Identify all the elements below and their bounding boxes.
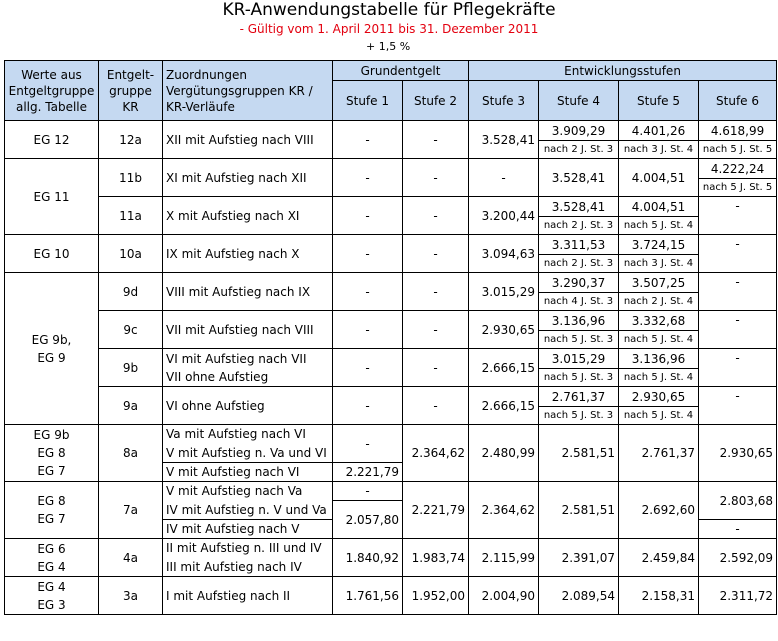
- eg9c-stufe4-note: nach 5 J. St. 3: [539, 331, 619, 349]
- eg9b-kr: 9b: [99, 349, 163, 387]
- eg4a-stufe1: 1.840,92: [333, 539, 403, 577]
- eg9c-stufe1: -: [333, 311, 403, 349]
- eg7a-stufe1-b: 2.057,80: [333, 501, 403, 539]
- header-stufe-2: Stufe 2: [403, 81, 469, 121]
- eg8a-werte-line2: EG 8: [37, 446, 66, 460]
- eg3a-zuordnung: I mit Aufstieg nach II: [163, 577, 333, 615]
- eg11a-stufe5-note: nach 5 J. St. 4: [619, 217, 699, 235]
- eg7a-stufe2: 2.221,79: [403, 482, 469, 539]
- eg9d-stufe4-note: nach 4 J. St. 3: [539, 293, 619, 311]
- eg12-stufe3: 3.528,41: [469, 121, 539, 159]
- eg10-werte: EG 10: [5, 235, 99, 273]
- header-grundentgelt: Grundentgelt: [333, 61, 469, 81]
- eg7a-werte: [5, 482, 99, 539]
- eg8a-stufe4: 2.581,51: [539, 425, 619, 482]
- eg11b-stufe6-note: nach 5 J. St. 5: [699, 179, 777, 197]
- eg9d-stufe1: -: [333, 273, 403, 311]
- eg7a-zuordnung-1: V mit Aufstieg nach Va: [163, 482, 333, 501]
- eg8a-werte-line3: EG 7: [37, 464, 66, 478]
- eg7a-kr: 7a: [99, 482, 163, 539]
- eg11a-kr: 11a: [99, 197, 163, 235]
- eg12-stufe6: 4.618,99: [699, 121, 777, 141]
- eg11b-stufe4: 3.528,41: [539, 159, 619, 197]
- header-stufe-5: Stufe 5: [619, 81, 699, 121]
- header-zuordnungen: Zuordnungen Vergütungsgruppen KR / KR-Verläufe: [163, 61, 333, 121]
- eg9d-stufe2: -: [403, 273, 469, 311]
- eg3a-stufe3: 2.004,90: [469, 577, 539, 615]
- eg10-kr: 10a: [99, 235, 163, 273]
- eg9d-stufe5-note: nach 2 J. St. 4: [619, 293, 699, 311]
- eg4a-stufe2: 1.983,74: [403, 539, 469, 577]
- eg12-stufe6-note: nach 5 J. St. 5: [699, 141, 777, 159]
- eg9c-stufe5-note: nach 5 J. St. 4: [619, 331, 699, 349]
- eg4a-werte-line1: EG 6: [37, 541, 66, 556]
- header-stufe-6: Stufe 6: [699, 81, 777, 121]
- header-werte: Werte aus Entgeltgruppe allg. Tabelle: [5, 61, 99, 121]
- eg4a-kr: 4a: [99, 539, 163, 577]
- eg9d-stufe4: 3.290,37: [539, 273, 619, 293]
- eg7a-zuordnung-2: IV mit Aufstieg n. V und Va: [163, 501, 333, 520]
- eg4a-zuordnung-2: III mit Aufstieg nach IV: [163, 558, 333, 577]
- eg9b-stufe6: -: [699, 349, 777, 387]
- eg9-werte: [5, 273, 99, 425]
- eg9d-stufe6: -: [699, 273, 777, 311]
- eg11b-kr: 11b: [99, 159, 163, 197]
- eg8a-stufe2: 2.364,62: [403, 425, 469, 482]
- eg10-stufe5: 3.724,15: [619, 235, 699, 255]
- eg8a-stufe3: 2.480,99: [469, 425, 539, 482]
- eg11b-stufe2: -: [403, 159, 469, 197]
- eg11b-stufe1: -: [333, 159, 403, 197]
- eg12-zuordnung: XII mit Aufstieg nach VIII: [163, 121, 333, 159]
- eg3a-werte-line2: EG 3: [37, 597, 66, 612]
- eg12-stufe4: 3.909,29: [539, 121, 619, 141]
- eg9b-zuordnung-line1: VI mit Aufstieg nach VII: [166, 351, 307, 366]
- eg9-werte-line1: EG 9b,: [31, 332, 72, 347]
- eg4a-zuordnung-1: II mit Aufstieg n. III und IV: [163, 539, 333, 558]
- eg11a-stufe2: -: [403, 197, 469, 235]
- header-stufe-1: Stufe 1: [333, 81, 403, 121]
- eg9d-zuordnung: VIII mit Aufstieg nach IX: [163, 273, 333, 311]
- eg11a-zuordnung: X mit Aufstieg nach XI: [163, 197, 333, 235]
- increase-note: + 1,5 %: [366, 40, 411, 53]
- eg10-stufe2: -: [403, 235, 469, 273]
- eg11a-stufe4-note: nach 2 J. St. 3: [539, 217, 619, 235]
- eg9c-stufe5: 3.332,68: [619, 311, 699, 331]
- eg7a-stufe4: 2.581,51: [539, 482, 619, 539]
- eg9c-stufe6: -: [699, 311, 777, 349]
- eg12-kr: 12a: [99, 121, 163, 159]
- eg9a-zuordnung: VI ohne Aufstieg: [163, 387, 333, 425]
- eg4a-werte: [5, 539, 99, 577]
- eg8a-werte: [5, 425, 99, 482]
- eg9b-stufe5-note: nach 5 J. St. 4: [619, 369, 699, 387]
- validity-subtitle: - Gültig vom 1. April 2011 bis 31. Dezember 2011: [239, 22, 539, 36]
- eg9b-stufe4-note: nach 5 J. St. 3: [539, 369, 619, 387]
- eg9a-kr: 9a: [99, 387, 163, 425]
- eg10-stufe4-note: nach 2 J. St. 3: [539, 255, 619, 273]
- eg3a-stufe6: 2.311,72: [699, 577, 777, 615]
- eg10-stufe1: -: [333, 235, 403, 273]
- eg7a-zuordnung-3: IV mit Aufstieg nach V: [163, 520, 333, 539]
- eg12-stufe1: -: [333, 121, 403, 159]
- eg8a-stufe5: 2.761,37: [619, 425, 699, 482]
- eg11a-stufe3: 3.200,44: [469, 197, 539, 235]
- eg11b-stufe3: -: [469, 159, 539, 197]
- eg7a-werte-line1: EG 8: [37, 494, 66, 508]
- eg10-stufe3: 3.094,63: [469, 235, 539, 273]
- eg3a-stufe5: 2.158,31: [619, 577, 699, 615]
- eg9a-stufe6: -: [699, 387, 777, 425]
- eg9d-stufe5: 3.507,25: [619, 273, 699, 293]
- eg9-werte-line2: EG 9: [37, 350, 66, 365]
- eg11-werte: EG 11: [5, 159, 99, 235]
- eg4a-stufe6: 2.592,09: [699, 539, 777, 577]
- eg8a-kr: 8a: [99, 425, 163, 482]
- eg9b-stufe5: 3.136,96: [619, 349, 699, 369]
- eg3a-stufe1: 1.761,56: [333, 577, 403, 615]
- eg9b-zuordnung-line2: VII ohne Aufstieg: [166, 369, 269, 384]
- eg9a-stufe3: 2.666,15: [469, 387, 539, 425]
- eg8a-stufe6: 2.930,65: [699, 425, 777, 482]
- eg9a-stufe4-note: nach 5 J. St. 3: [539, 407, 619, 425]
- eg8a-zuordnung-3: V mit Aufstieg nach VI: [163, 463, 333, 482]
- eg11a-stufe5: 4.004,51: [619, 197, 699, 217]
- eg10-stufe6: -: [699, 235, 777, 273]
- eg10-zuordnung: IX mit Aufstieg nach X: [163, 235, 333, 273]
- eg9d-stufe3: 3.015,29: [469, 273, 539, 311]
- eg7a-stufe6-b: -: [699, 520, 777, 539]
- eg8a-zuordnung-2: V mit Aufstieg n. Va und VI: [163, 444, 333, 463]
- eg9b-stufe4: 3.015,29: [539, 349, 619, 369]
- eg9a-stufe1: -: [333, 387, 403, 425]
- eg9b-stufe3: 2.666,15: [469, 349, 539, 387]
- eg12-stufe5-note: nach 3 J. St. 4: [619, 141, 699, 159]
- eg10-stufe5-note: nach 3 J. St. 4: [619, 255, 699, 273]
- eg4a-stufe5: 2.459,84: [619, 539, 699, 577]
- eg3a-stufe4: 2.089,54: [539, 577, 619, 615]
- eg9a-stufe5: 2.930,65: [619, 387, 699, 407]
- eg7a-stufe6-a: 2.803,68: [699, 482, 777, 520]
- eg11b-stufe5: 4.004,51: [619, 159, 699, 197]
- eg9c-zuordnung: VII mit Aufstieg nach VIII: [163, 311, 333, 349]
- eg12-stufe5: 4.401,26: [619, 121, 699, 141]
- eg11a-stufe4: 3.528,41: [539, 197, 619, 217]
- eg9d-kr: 9d: [99, 273, 163, 311]
- eg7a-stufe3: 2.364,62: [469, 482, 539, 539]
- eg12-stufe4-note: nach 2 J. St. 3: [539, 141, 619, 159]
- eg11b-stufe6: 4.222,24: [699, 159, 777, 179]
- eg9b-stufe2: -: [403, 349, 469, 387]
- eg9c-kr: 9c: [99, 311, 163, 349]
- eg7a-stufe5: 2.692,60: [619, 482, 699, 539]
- eg9b-stufe1: -: [333, 349, 403, 387]
- eg3a-werte-line1: EG 4: [37, 579, 66, 594]
- eg8a-stufe1-b: 2.221,79: [333, 463, 403, 482]
- eg11a-stufe6: -: [699, 197, 777, 235]
- eg3a-werte: [5, 577, 99, 615]
- eg9c-stufe4: 3.136,96: [539, 311, 619, 331]
- eg3a-stufe2: 1.952,00: [403, 577, 469, 615]
- eg11a-stufe1: -: [333, 197, 403, 235]
- eg9a-stufe4: 2.761,37: [539, 387, 619, 407]
- eg7a-werte-line2: EG 7: [37, 512, 66, 526]
- eg9c-stufe3: 2.930,65: [469, 311, 539, 349]
- eg12-werte: EG 12: [5, 121, 99, 159]
- eg8a-zuordnung-1: Va mit Aufstieg nach VI: [163, 425, 333, 444]
- eg10-stufe4: 3.311,53: [539, 235, 619, 255]
- eg9a-stufe2: -: [403, 387, 469, 425]
- eg4a-stufe3: 2.115,99: [469, 539, 539, 577]
- eg3a-kr: 3a: [99, 577, 163, 615]
- eg4a-werte-line2: EG 4: [37, 559, 66, 574]
- header-entgeltgruppe: Entgelt-gruppe KR: [99, 61, 163, 121]
- eg9b-zuordnung: [163, 349, 333, 387]
- document-title: KR-Anwendungstabelle für Pflegekräfte: [222, 0, 556, 20]
- eg7a-stufe1-a: -: [333, 482, 403, 501]
- salary-table: [4, 60, 777, 615]
- eg9a-stufe5-note: nach 5 J. St. 4: [619, 407, 699, 425]
- eg8a-werte-line1: EG 9b: [33, 428, 70, 442]
- header-stufe-4: Stufe 4: [539, 81, 619, 121]
- eg8a-stufe1-a: -: [333, 425, 403, 463]
- eg12-stufe2: -: [403, 121, 469, 159]
- eg9c-stufe2: -: [403, 311, 469, 349]
- header-stufe-3: Stufe 3: [469, 81, 539, 121]
- eg4a-stufe4: 2.391,07: [539, 539, 619, 577]
- header-entwicklungsstufen: Entwicklungsstufen: [469, 61, 777, 81]
- eg11b-zuordnung: XI mit Aufstieg nach XII: [163, 159, 333, 197]
